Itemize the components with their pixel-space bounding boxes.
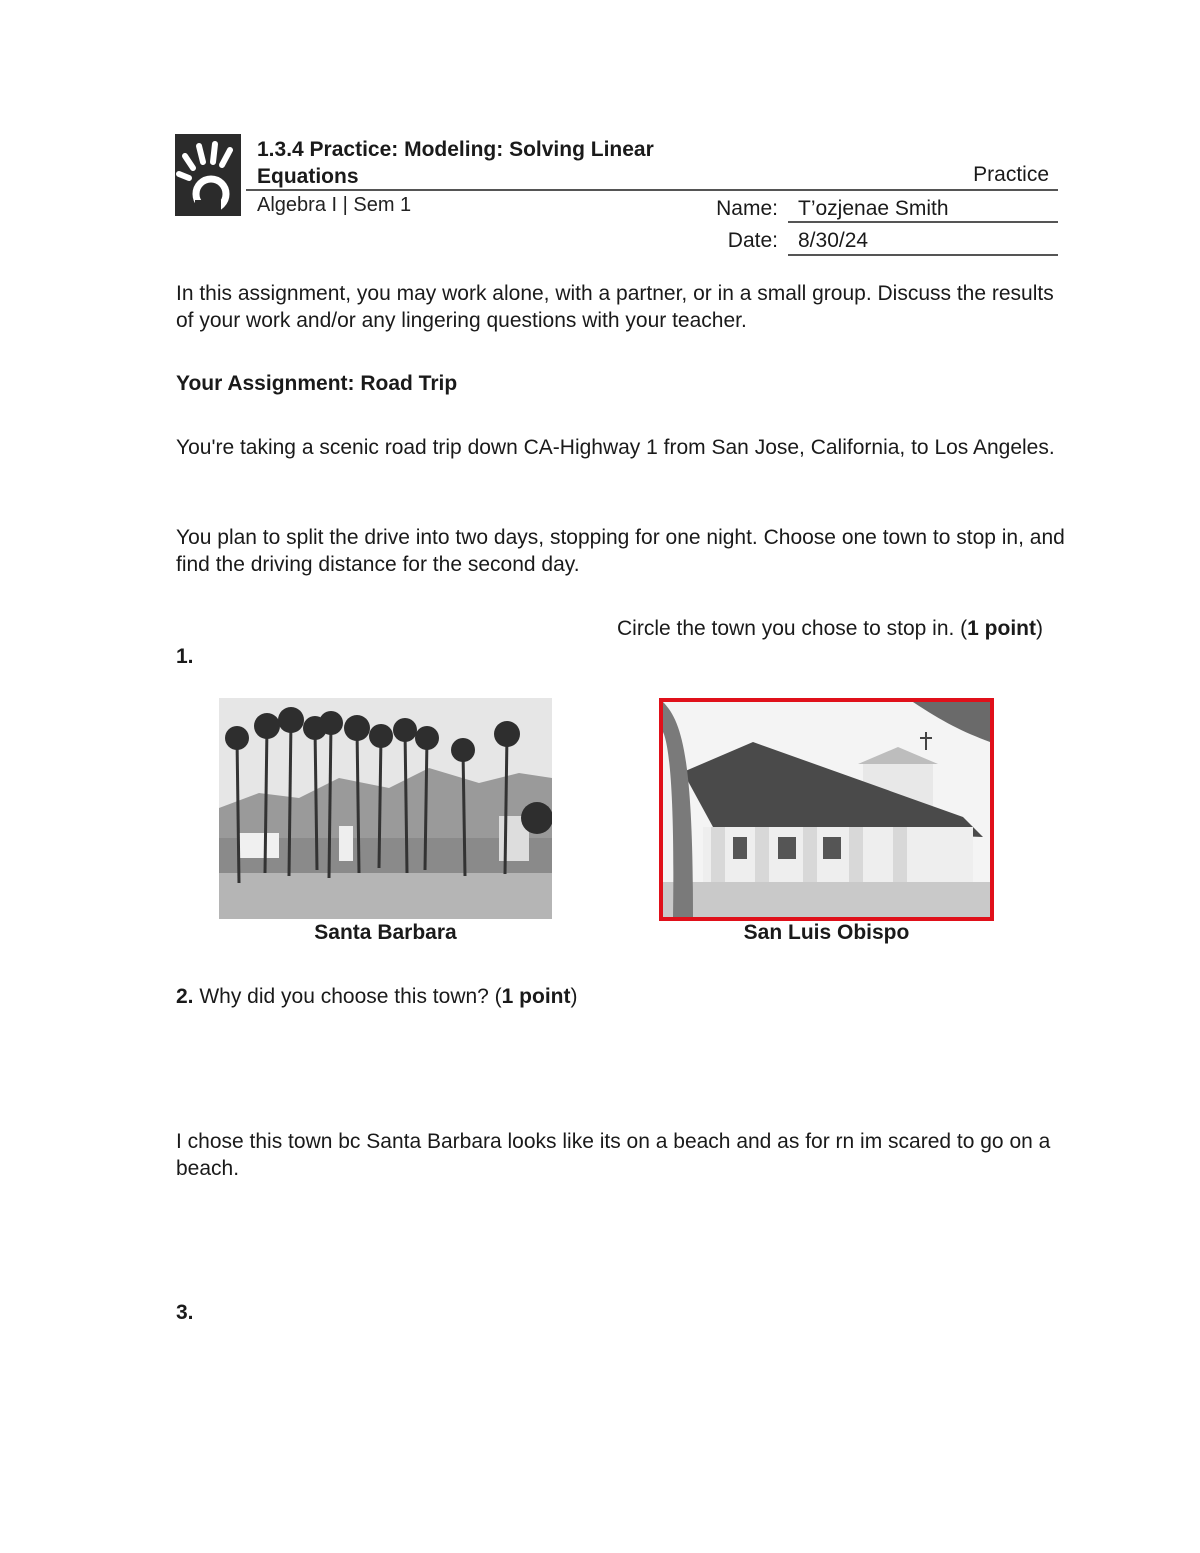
san-luis-obispo-photo[interactable] <box>663 702 990 917</box>
question-1-prompt: Circle the town you chose to stop in. (1 point) <box>617 617 1043 640</box>
name-underline <box>788 221 1058 223</box>
intro-text: In this assignment, you may work alone, with a partner, or in a small group. Discuss the results of your work and/or any lingering questions with your teacher. <box>176 282 1054 332</box>
date-field[interactable]: 8/30/24 <box>798 229 869 252</box>
santa-barbara-photo[interactable] <box>219 698 552 919</box>
plan-text: You plan to split the drive into two days, stopping for one night. Choose one town to stop in, and find the driving distance for the second day. <box>176 526 1065 576</box>
question-3-number: 3. <box>176 1301 194 1324</box>
choice-caption-san-luis-obispo: San Luis Obispo <box>743 921 910 944</box>
course-name: Algebra I | Sem 1 <box>257 194 412 216</box>
scenario-text: You're taking a scenic road trip down CA-Highway 1 from San Jose, California, to Los Angeles. <box>176 436 1055 459</box>
assignment-heading: Your Assignment: Road Trip <box>176 372 458 395</box>
question-2-answer[interactable]: I chose this town bc Santa Barbara looks like its on a beach and as for rn im scared to go on a beach. <box>176 1130 1051 1180</box>
page-title: 1.3.4 Practice: Modeling: Solving Linear Equations <box>257 138 654 188</box>
date-label: Date: <box>727 229 778 252</box>
question-1-number: 1. <box>176 645 194 668</box>
header-divider <box>246 189 1058 191</box>
name-field[interactable]: T’ozjenae Smith <box>798 197 949 220</box>
choice-caption-santa-barbara: Santa Barbara <box>314 921 457 944</box>
sun-logo-icon <box>175 134 241 216</box>
document-type: Practice <box>973 163 1049 186</box>
name-label: Name: <box>716 197 778 220</box>
question-2-prompt: 2. Why did you choose this town? (1 point) <box>176 985 578 1008</box>
date-underline <box>788 254 1058 256</box>
